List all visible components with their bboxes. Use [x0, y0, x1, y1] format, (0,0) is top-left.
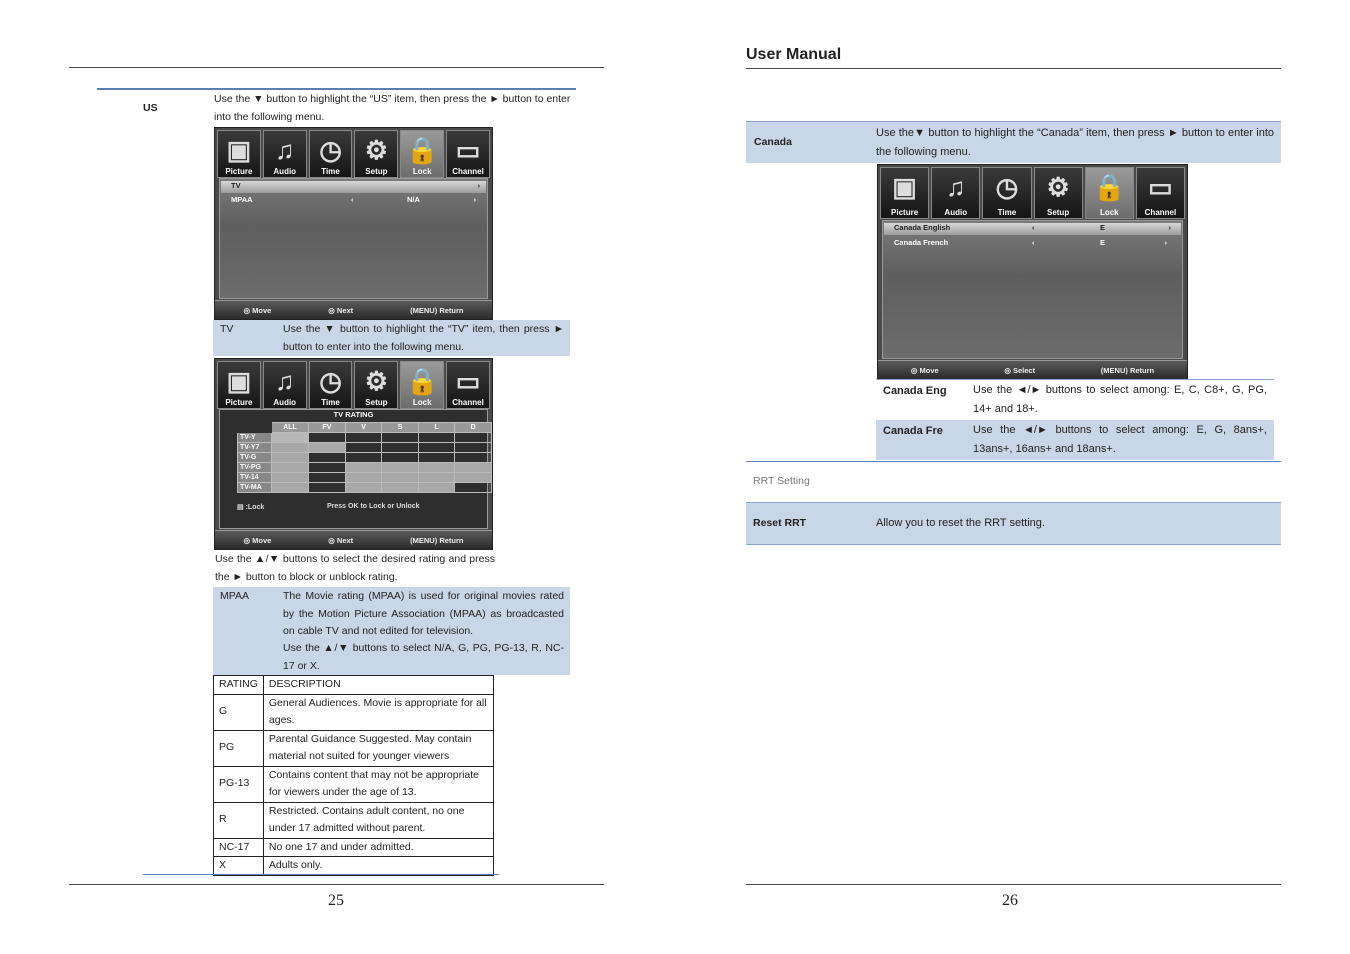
tv-row — [213, 320, 570, 356]
tab-picture: ▣ Picture — [217, 130, 261, 178]
canada-eng-desc: Use the ◄/► buttons to select among: E, C, C8+, G, PG, 14+ and 18+. — [973, 384, 1267, 415]
monitor-icon: ▭ — [455, 366, 481, 396]
lock-icon: 🔒 — [1093, 172, 1126, 202]
tv-rating-screenshot — [214, 358, 493, 550]
table-header-row — [214, 676, 494, 695]
canada-row — [746, 121, 1281, 163]
footer-move: ◎ Move — [910, 365, 939, 375]
chevron-right-icon: › — [477, 181, 480, 190]
mpaa-label: MPAA — [220, 590, 249, 602]
tab-time: ◷ Time — [982, 167, 1031, 219]
menu-row-canada-french: Canada French ‹ E › — [894, 238, 1167, 247]
tab-setup: ⚙ Setup — [354, 361, 398, 409]
mpaa-desc: The Movie rating (MPAA) is used for original movies rated by the Motion Picture Association (MPAA) as broadcasted on cable TV and not edited for television. — [283, 590, 564, 637]
menu-row-mpaa: MPAA ‹ N/A › — [231, 195, 476, 204]
footer-next: ◎ Next — [328, 305, 354, 315]
tv-rating-grid: ALL FV V S L D TV-Y TV-Y7 TV-G TV-PG TV-14 TV-MA — [237, 422, 492, 493]
canada-fre-row — [876, 420, 1274, 460]
gear-icon: ⚙ — [364, 135, 389, 165]
table-row: PG-13 Contains content that may not be appropriate for viewers under the age of 13. — [214, 766, 494, 802]
canada-fre-label: Canada Fre — [883, 425, 943, 437]
tab-setup: ⚙ Setup — [354, 130, 398, 178]
footer-return: (MENU) Return — [1100, 365, 1155, 375]
clock-icon: ◷ — [319, 135, 342, 165]
tv-label: TV — [220, 323, 234, 335]
tab-picture: ▣ Picture — [217, 361, 261, 409]
camera-icon: ▣ — [892, 172, 917, 202]
lock-legend: ▤ :Lock — [237, 504, 265, 511]
lock-icon: 🔒 — [406, 366, 439, 396]
chevron-left-icon: ‹ — [1032, 223, 1035, 232]
footer-move: ◎ Move — [243, 535, 272, 545]
left-top-rule — [69, 67, 604, 68]
page-header: User Manual — [746, 46, 842, 63]
footer-return: (MENU) Return — [410, 535, 464, 545]
tab-channel: ▭ Channel — [1136, 167, 1185, 219]
tab-channel: ▭ Channel — [446, 130, 490, 178]
rating-row: TV-Y — [238, 433, 492, 443]
tab-audio: ♫ Audio — [263, 130, 307, 178]
menu-tabs — [217, 130, 490, 178]
tab-channel: ▭ Channel — [446, 361, 490, 409]
right-top-rule — [746, 68, 1281, 69]
camera-icon: ▣ — [226, 135, 252, 165]
tab-time: ◷ Time — [309, 361, 353, 409]
canada-intro: Use the▼ button to highlight the “Canada” item, then press ► button to enter into the following menu. — [876, 127, 1274, 158]
rating-row: TV-Y7 — [238, 443, 492, 453]
chevron-right-icon: › — [1164, 238, 1167, 247]
tab-lock: 🔒 Lock — [1085, 167, 1134, 219]
menu-footer — [215, 530, 492, 549]
menu-row-tv: TV › — [221, 181, 486, 193]
camera-icon: ▣ — [226, 366, 252, 396]
footer-move: ◎ Move — [243, 305, 272, 315]
chevron-right-icon: › — [473, 195, 476, 204]
tab-time: ◷ Time — [309, 130, 353, 178]
clock-icon: ◷ — [995, 172, 1019, 202]
tab-audio: ♫ Audio — [263, 361, 307, 409]
table-row: NC-17 No one 17 and under admitted. — [214, 838, 494, 857]
reset-rrt-row — [746, 502, 1281, 545]
chevron-left-icon: ‹ — [1032, 238, 1035, 247]
canada-fre-desc: Use the ◄/► buttons to select among: E, G, 8ans+, 13ans+, 16ans+ and 18ans+. — [973, 424, 1267, 455]
tab-setup: ⚙ Setup — [1034, 167, 1083, 219]
description-header: DESCRIPTION — [263, 676, 493, 695]
menu-footer — [215, 300, 492, 319]
canada-eng-label: Canada Eng — [883, 385, 947, 397]
table-row: X Adults only. — [214, 857, 494, 876]
chevron-left-icon: ‹ — [351, 195, 354, 204]
press-hint: Press OK to Lock or Unlock — [327, 503, 420, 510]
tv-desc: Use the ▼ button to highlight the “TV” item, then press ► button to enter into the following menu. — [283, 323, 564, 353]
mpaa-row — [213, 587, 570, 675]
rating-table — [213, 675, 494, 876]
tv-after-text: Use the ▲/▼ buttons to select the desired rating and press the ► button to block or unblock rating. — [215, 553, 495, 583]
menu-footer — [878, 360, 1187, 379]
monitor-icon: ▭ — [1148, 172, 1173, 202]
gear-icon: ⚙ — [1046, 172, 1070, 202]
us-intro: Use the ▼ button to highlight the “US” item, then press the ► button to enter into the following menu. — [214, 93, 571, 123]
monitor-icon: ▭ — [455, 135, 481, 165]
rating-row: TV-G — [238, 453, 492, 463]
tab-picture: ▣ Picture — [880, 167, 929, 219]
us-menu-screenshot — [214, 127, 493, 320]
us-section-top-border — [97, 88, 576, 90]
chevron-right-icon: › — [1168, 223, 1171, 232]
left-bottom-rule — [69, 884, 604, 885]
canada-menu-screenshot — [877, 164, 1188, 380]
reset-rrt-label: Reset RRT — [753, 517, 807, 529]
rating-header: RATING — [214, 676, 264, 695]
menu-tabs — [880, 167, 1185, 219]
us-section-bottom-border — [143, 874, 499, 875]
tab-audio: ♫ Audio — [931, 167, 980, 219]
rating-row: TV-14 — [238, 473, 492, 483]
lock-icon: 🔒 — [406, 135, 439, 165]
table-row: G General Audiences. Movie is appropriate for all ages. — [214, 694, 494, 730]
footer-return: (MENU) Return — [410, 305, 464, 315]
music-icon: ♫ — [946, 172, 966, 202]
page-number-left: 25 — [328, 892, 344, 909]
rrt-setting-label: RRT Setting — [753, 475, 810, 487]
table-row: R Restricted. Contains adult content, no one under 17 admitted without parent. — [214, 802, 494, 838]
music-icon: ♫ — [274, 366, 295, 396]
menu-tabs — [217, 361, 490, 409]
us-label: US — [143, 102, 158, 114]
rating-row: TV-PG — [238, 463, 492, 473]
canada-bottom-border — [746, 461, 1281, 462]
page-number-right: 26 — [1002, 892, 1018, 909]
gear-icon: ⚙ — [364, 366, 389, 396]
music-icon: ♫ — [274, 135, 295, 165]
right-bottom-rule — [746, 884, 1281, 885]
tab-lock: 🔒 Lock — [400, 361, 444, 409]
footer-next: ◎ Next — [328, 535, 354, 545]
tab-lock: 🔒 Lock — [400, 130, 444, 178]
reset-rrt-desc: Allow you to reset the RRT setting. — [876, 517, 1045, 529]
mpaa-instructions: Use the ▲/▼ buttons to select N/A, G, PG, PG-13, R, NC-17 or X. — [283, 642, 564, 672]
lock-icon: ▤ — [237, 504, 244, 511]
menu-row-canada-english: Canada English ‹ E › — [884, 223, 1181, 235]
footer-select: ◎ Select — [1004, 365, 1036, 375]
tv-rating-title: TV RATING — [333, 410, 374, 419]
rating-row: TV-MA — [238, 483, 492, 493]
table-row: PG Parental Guidance Suggested. May contain material not suited for younger viewers — [214, 730, 494, 766]
canada-label: Canada — [754, 136, 792, 148]
canada-eng-row — [876, 379, 1274, 420]
clock-icon: ◷ — [319, 366, 342, 396]
